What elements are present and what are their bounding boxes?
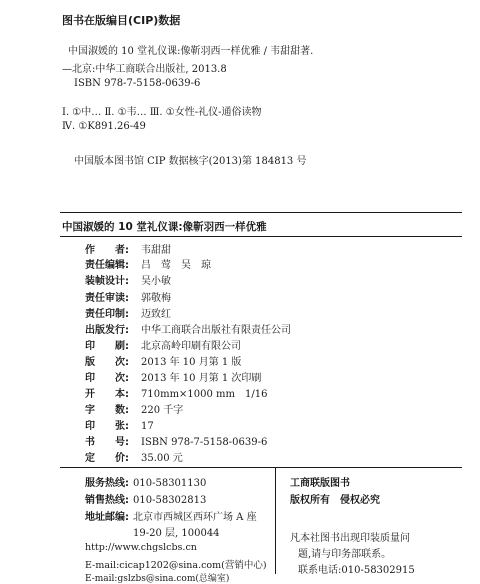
marketing-email[interactable]: E-mail:cicap1202@sina.com(营销中心) (85, 560, 267, 571)
detail-value: 北京高岭印刷有限公司 (141, 341, 241, 352)
address-line-2 (85, 524, 220, 539)
detail-label: 定 价: (85, 453, 129, 464)
detail-row-word-count (85, 401, 183, 416)
details-bottom-rule (60, 467, 462, 468)
detail-row-isbn (85, 433, 267, 448)
address-postcode (85, 508, 257, 523)
detail-label: 作 者: (85, 245, 129, 256)
copyright-notice: 版权所有 侵权必究 (290, 495, 380, 506)
service-label: 销售热线: (85, 495, 129, 506)
detail-label: 印 次: (85, 373, 129, 384)
service-label: 服务热线: (85, 478, 129, 489)
detail-value: 2013 年 10 月第 1 版 (141, 357, 242, 368)
detail-row-impression (85, 369, 261, 384)
detail-row-price (85, 449, 183, 464)
service-value: 010-58302813 (133, 495, 207, 506)
detail-row-review (85, 289, 171, 304)
detail-row-editor (85, 256, 211, 271)
detail-label: 印 刷: (85, 341, 129, 352)
sales-hotline (85, 491, 206, 506)
detail-row-edition (85, 353, 241, 368)
detail-label: 字 数: (85, 405, 129, 416)
service-label: 地址邮编: (85, 512, 129, 523)
cip-line-title: 中国淑媛的 10 堂礼仪课:像靳羽西一样优雅 / 韦甜甜著. (68, 46, 314, 57)
detail-label: 出版发行: (85, 325, 129, 336)
detail-label: 责任印制: (85, 309, 129, 320)
detail-row-sheets (85, 417, 154, 432)
publisher-brand: 工商联版图书 (290, 478, 350, 489)
book-title: 中国淑媛的 10 堂礼仪课:像靳羽西一样优雅 (62, 221, 267, 233)
quality-notice-1: 凡本社图书出现印装质量问 (290, 533, 410, 544)
detail-label: 责任审读: (85, 293, 129, 304)
contact-phone: 联系电话:010-58302915 (298, 565, 415, 576)
detail-value: 中华工商联合出版社有限责任公司 (141, 325, 291, 336)
service-hotline (85, 474, 206, 489)
detail-value: 710mm×1000 mm 1/16 (141, 389, 268, 400)
cip-line-publisher: —北京:中华工商联合出版社, 2013.8 (62, 64, 227, 75)
cip-classification-2: Ⅳ. ①K891.26-49 (62, 121, 146, 132)
detail-label: 责任编辑: (85, 260, 129, 271)
detail-label: 印 张: (85, 421, 129, 432)
quality-notice-2: 题,请与印务部联系。 (298, 549, 392, 560)
title-bottom-rule (60, 236, 462, 237)
service-value: 010-58301130 (133, 478, 207, 489)
detail-label: 书 号: (85, 437, 129, 448)
detail-row-print-manager (85, 305, 171, 320)
detail-row-format (85, 385, 267, 400)
editorial-email[interactable]: E-mail:gslzbs@sina.com(总编室) (85, 574, 230, 584)
service-value: 北京市西城区西环广场 A 座 (133, 512, 257, 523)
cip-line-isbn: ISBN 978-7-5158-0639-6 (74, 78, 201, 89)
detail-value: 韦甜甜 (141, 245, 171, 256)
service-value: 19-20 层, 100044 (133, 528, 220, 539)
detail-label: 装帧设计: (85, 276, 129, 287)
detail-value: 17 (141, 421, 154, 432)
detail-row-distribution (85, 321, 291, 336)
detail-row-author (85, 241, 171, 256)
detail-value: 迈致红 (141, 309, 171, 320)
detail-value: 220 千字 (141, 405, 184, 416)
detail-label: 开 本: (85, 389, 129, 400)
vertical-divider (275, 468, 276, 574)
detail-row-printer (85, 337, 241, 352)
detail-value: 35.00 元 (141, 453, 183, 464)
detail-row-design (85, 272, 171, 287)
title-top-rule (60, 212, 462, 213)
cip-heading: 图书在版编目(CIP)数据 (62, 14, 181, 27)
detail-value: 郭敬梅 (141, 293, 171, 304)
cip-verification: 中国版本图书馆 CIP 数据核字(2013)第 184813 号 (74, 156, 307, 167)
cip-classification-1: Ⅰ. ①中… Ⅱ. ①韦… Ⅲ. ①女性-礼仪-通俗读物 (62, 107, 262, 118)
detail-value: 2013 年 10 月第 1 次印刷 (141, 373, 262, 384)
website-link[interactable]: http://www.chgslcbs.cn (85, 542, 197, 553)
detail-value: ISBN 978-7-5158-0639-6 (141, 437, 268, 448)
detail-value: 吕 莺 吴 琼 (141, 260, 211, 271)
detail-label: 版 次: (85, 357, 129, 368)
detail-value: 吴小敏 (141, 276, 171, 287)
